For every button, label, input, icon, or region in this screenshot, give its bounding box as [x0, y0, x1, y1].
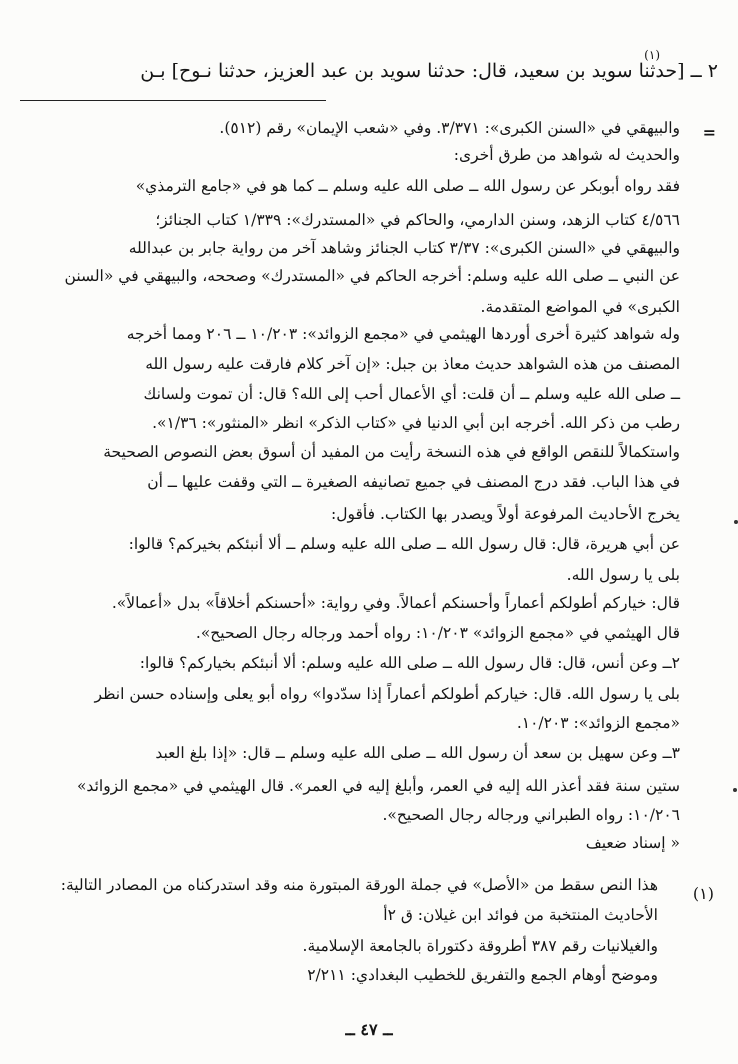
note-line: المصنف من هذه الشواهد حديث معاذ بن جبل: «إن آخر كلام فارقت عليه رسول الله — [145, 355, 680, 373]
note-line: ٤/٥٦٦ كتاب الزهد، وسنن الدارمي، والحاكم في «المستدرك»: ١/٣٣٩ كتاب الجنائز؛ — [155, 211, 680, 229]
note-line: عن النبي ــ صلى الله عليه وسلم: أخرجه الحاكم في «المستدرك» وصححه، والبيهقي في «السنن — [64, 267, 680, 285]
note-line: بلى يا رسول الله. قال: خياركم أطولكم أعماراً إذا سدّدوا» رواه أبو يعلى وإسناده حسن انظر — [94, 685, 680, 703]
note-line: فقد رواه أبوبكر عن رسول الله ــ صلى الله عليه وسلم ــ كما هو في «جامع الترمذي» — [135, 177, 680, 195]
note-line: عن أبي هريرة، قال: قال رسول الله ــ صلى الله عليه وسلم ــ ألا أنبئكم بخيركم؟ قالوا: — [128, 535, 680, 553]
note-line: الكبرى» في المواضع المتقدمة. — [480, 298, 680, 316]
note-line: واستكمالاً للنقص الواقع في هذه النسخة رأيت من المفيد أن أسوق بعض النصوص الصحيحة — [103, 443, 680, 461]
note-line: ٣ــ وعن سهيل بن سعد أن رسول الله ــ صلى الله عليه وسلم ــ قال: «إذا بلغ العبد — [155, 744, 680, 762]
note-line: يخرج الأحاديث المرفوعة أولاً ويصدر بها الكتاب. فأقول: — [331, 505, 680, 523]
note-line: قال الهيثمي في «مجمع الزوائد» ١٠/٢٠٣: رواه أحمد ورجاله رجال الصحيح». — [195, 624, 680, 642]
note-line: في هذا الباب. فقد درج المصنف في جميع تصانيفه الصغيرة ــ التي وقفت عليها ــ أن — [147, 473, 680, 491]
footnote-marker: (١) — [692, 884, 714, 903]
footnote-line: والغيلانيات رقم ٣٨٧ أطروقة دكتوراة بالجامعة الإسلامية. — [302, 937, 658, 955]
note-line: «مجمع الزوائد»: ١٠/٢٠٣. — [516, 714, 680, 732]
footnote-line: الأحاديث المنتخبة من فوائد ابن غيلان: ق ٢أ — [383, 906, 658, 924]
note-line: ١٠/٢٠٦: رواه الطبراني ورجاله رجال الصحيح». — [382, 806, 680, 824]
note-line: « إسناد ضعيف — [585, 834, 680, 852]
note-line: والحديث له شواهد من طرق أخرى: — [453, 146, 680, 164]
footnote-reference: (١) — [644, 48, 660, 62]
hadith-line-2: ٢ ــ [حدثنا سويد بن سعيد، قال: حدثنا سويد بن عبد العزيز، حدثنا نـوح] بـن — [140, 60, 718, 82]
note-line: ستين سنة فقد أعذر الله إليه في العمر، وأبلغ إليه في العمر». قال الهيثمي في «مجمع الزوائد» — [76, 777, 680, 795]
note-line: ٢ــ وعن أنس، قال: قال رسول الله ــ صلى الله عليه وسلم: ألا أنبئكم بخياركم؟ قالوا: — [139, 654, 680, 672]
margin-dot — [734, 520, 738, 524]
note-line: بلى يا رسول الله. — [566, 566, 680, 584]
footnote-separator — [20, 100, 326, 101]
note-line: قال: خياركم أطولكم أعماراً وأحسنكم أعمالاً. وفي رواية: «أحسنكم أخلاقاً» بدل «أعمالاً». — [111, 594, 680, 612]
footnote-line: وموضح أوهام الجمع والتفريق للخطيب البغدادي: ٢/٢١١ — [307, 966, 658, 984]
note-line: وله شواهد كثيرة أخرى أوردها الهيثمي في «مجمع الزوائد»: ١٠/٢٠٣ ــ ٢٠٦ ومما أخرجه — [126, 325, 680, 343]
footnote-line: هذا النص سقط من «الأصل» في جملة الورقة المبتورة منه وقد استدركناه من المصادر التالية: — [60, 876, 658, 894]
note-line: ــ صلى الله عليه وسلم ــ أن قلت: أي الأعمال أحب إلى الله؟ قال: أن تموت ولسانك — [143, 385, 680, 403]
note-line: والبيهقي في «السنن الكبرى»: ٣/٣٧ كتاب الجنائز وشاهد آخر من رواية جابر بن عبدالله — [128, 239, 680, 257]
note-line: والبيهقي في «السنن الكبرى»: ٣/٣٧١. وفي «شعب الإيمان» رقم (٥١٢). — [219, 119, 680, 137]
note-line: رطب من ذكر الله. أخرجه ابن أبي الدنيا في «كتاب الذكر» انظر «المنثور»: ١/٣٦». — [152, 414, 680, 432]
page-number: ــ ٤٧ ــ — [345, 1020, 393, 1039]
continuation-mark: = — [702, 123, 716, 142]
margin-dot — [733, 788, 737, 792]
